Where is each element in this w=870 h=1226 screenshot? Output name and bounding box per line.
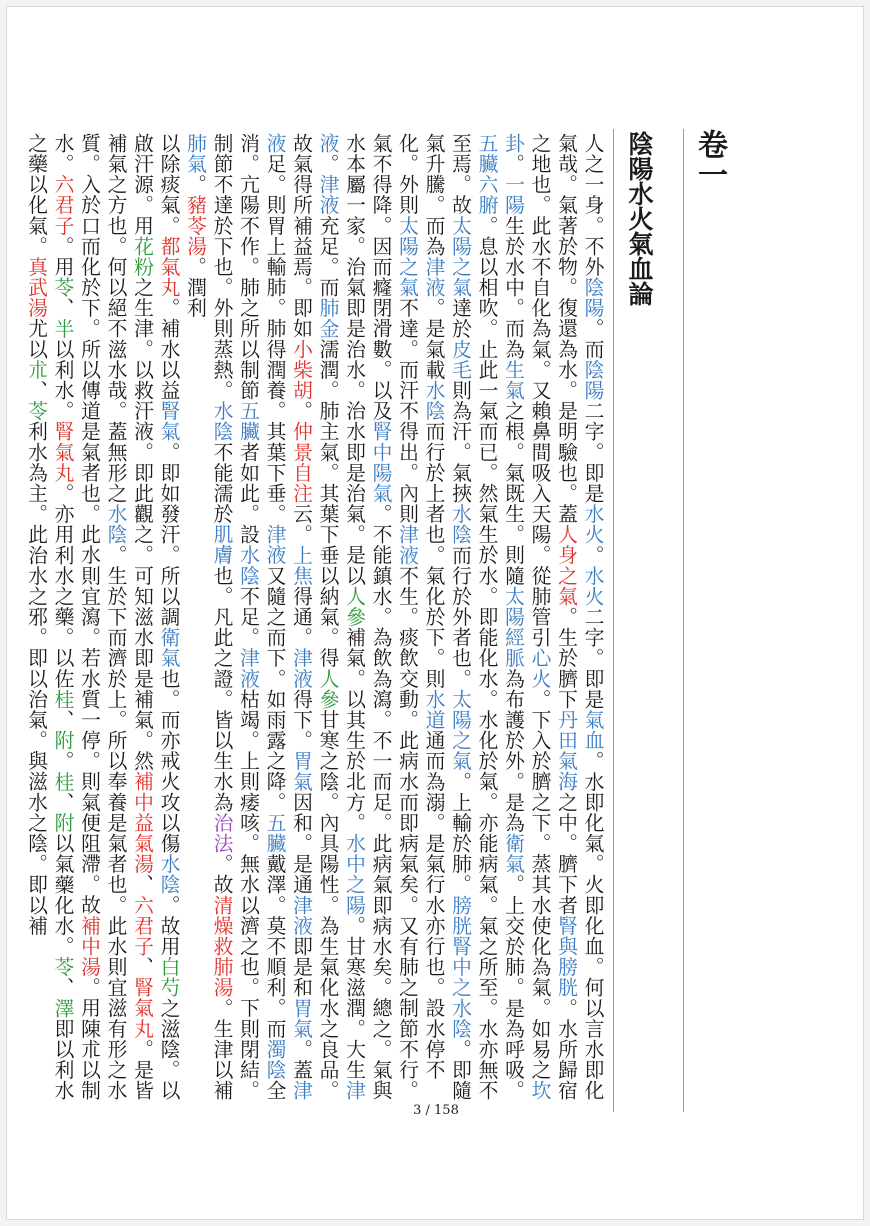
text-run: 不足。 <box>236 586 260 648</box>
text-run: 。而 <box>581 318 604 360</box>
highlighted-term: 補中益氣湯 <box>130 771 154 875</box>
text-run: 而行於上者也。氣化於下。則 <box>422 421 445 689</box>
highlighted-term: 六君子 <box>130 894 154 957</box>
text-run: 。故 <box>210 853 233 895</box>
highlighted-term: 氣血 <box>581 709 604 751</box>
text-run: 又隨之而下。如雨露之降。 <box>263 565 286 813</box>
highlighted-term: 一陽 <box>501 174 525 216</box>
text-run: 之根。氣既生。則隨 <box>501 400 525 587</box>
highlighted-term: 津液 <box>263 524 286 566</box>
highlighted-term: 太陽經脈 <box>501 586 525 669</box>
highlighted-term: 水陰 <box>236 544 260 586</box>
text-run: 。即如發汗。所以調 <box>157 441 180 628</box>
highlighted-term: 五臟 <box>236 400 260 442</box>
text-run: 。下入於臍之下。蒸其水使化為氣。如易之 <box>528 688 551 1081</box>
text-run: 通而為溺。是氣行水亦行也。設水停不化。外則 <box>395 133 445 1081</box>
highlighted-term: 豬苓湯 <box>183 194 207 257</box>
highlighted-term: 膀胱 <box>448 894 472 937</box>
text-run: 得通。 <box>289 586 313 648</box>
highlighted-term: 苓 <box>24 400 48 422</box>
highlighted-term: 津液 <box>289 894 313 937</box>
highlighted-term: 衛氣 <box>157 627 180 669</box>
highlighted-term: 衛氣 <box>501 833 525 875</box>
text-run: 。用陳朮以制水。 <box>51 133 101 1101</box>
document-page <box>6 6 864 1220</box>
highlighted-term: 半 <box>51 318 74 339</box>
text-run: 利水為主。此治水之邪。即以治氣。與滋水之陰。即以補 <box>24 421 48 937</box>
text-run: 二字。即是 <box>581 400 604 504</box>
highlighted-term: 濁陰 <box>263 1039 286 1081</box>
text-run: 生於水中。而為 <box>501 215 525 360</box>
highlighted-term: 胃氣 <box>289 997 313 1040</box>
text-run: 足。則胃上輸肺。肺得潤養。其葉下垂。 <box>263 153 286 525</box>
highlighted-term: 水火 <box>581 503 604 545</box>
text-run: 。生津以補 <box>210 997 233 1101</box>
highlighted-term: 腎中之水陰 <box>448 936 472 1040</box>
highlighted-term: 仲景 <box>289 421 313 463</box>
text-run: 、 <box>130 874 154 895</box>
highlighted-term: 治法 <box>210 812 233 854</box>
highlighted-term: 皮毛 <box>448 338 472 381</box>
text-run: 不達。而汗不得出。內則 <box>395 297 419 525</box>
text-run: 。水所歸宿之地也。此水不自化為氣。又賴鼻間吸入天陽。從肺管引 <box>528 133 578 1101</box>
highlighted-term: 苓 <box>51 277 74 298</box>
highlighted-term: 清燥救肺湯 <box>210 894 233 998</box>
volume-title: 卷一 <box>692 129 727 189</box>
text-run: 不生。痰飲交動。此病水而即病氣矣。又有肺之制節不行。氣不得降。因而癃閉滑數。以及 <box>369 133 419 1101</box>
text-run: 。 <box>183 174 207 195</box>
text-run: 即以利水之藥以化氣。 <box>24 133 74 1101</box>
highlighted-term: 真武湯 <box>24 256 48 319</box>
highlighted-term: 腎氣丸 <box>51 421 74 484</box>
text-run: 戴澤。莫不順利。而 <box>263 853 286 1039</box>
highlighted-term: 腎與膀胱 <box>554 915 578 998</box>
text-run: 。 <box>289 400 313 422</box>
text-run: 不能濡於 <box>210 441 233 525</box>
text-run: 、 <box>51 977 74 998</box>
text-run: 。亦用利水之藥。以佐 <box>51 483 74 689</box>
body-divider <box>613 129 614 1112</box>
text-run: 、 <box>51 709 74 731</box>
highlighted-term: 陰陽 <box>581 277 604 319</box>
highlighted-term: 附 <box>51 730 74 751</box>
text-run: 。甘寒滋潤。大生 <box>342 915 366 1081</box>
text-run: 全消。亢陽不作。肺之所以制節 <box>236 133 286 1101</box>
text-run: 之滋陰。以啟汗源。用 <box>130 133 180 1101</box>
highlighted-term: 澤 <box>51 997 74 1019</box>
highlighted-term: 五臟 <box>263 812 286 854</box>
text-run: 、 <box>51 297 74 319</box>
highlighted-term: 人身之氣 <box>554 524 578 607</box>
highlighted-term: 太陽之氣 <box>448 689 472 772</box>
text-run: 。補水以益 <box>157 297 180 401</box>
highlighted-term: 水陰 <box>448 503 472 545</box>
text-run: 達於 <box>448 297 472 339</box>
text-run: 。 <box>51 750 74 772</box>
text-run: 、 <box>24 380 48 401</box>
highlighted-term: 津液 <box>395 524 419 566</box>
text-run: 。用 <box>51 235 74 278</box>
highlighted-term: 坎卦 <box>501 133 551 1101</box>
highlighted-term: 津液 <box>236 647 260 689</box>
highlighted-term: 附 <box>51 812 74 834</box>
highlighted-term: 腎氣 <box>157 400 180 442</box>
text-run: 。 <box>316 153 339 175</box>
highlighted-term: 桂 <box>51 771 74 792</box>
text-run: 。上交於肺。是為呼吸。 <box>501 874 525 1101</box>
page-number: 3 / 158 <box>413 1103 459 1118</box>
highlighted-term: 都氣丸 <box>157 235 180 298</box>
text-run: 以除痰氣。 <box>157 133 180 236</box>
text-run: 。水即化氣。火即化血。何以言水即化氣哉。氣著於物。復還為水。是明驗也。蓋 <box>554 133 604 1101</box>
highlighted-term: 五臟六腑 <box>475 133 498 216</box>
highlighted-term: 白芍 <box>157 956 180 998</box>
text-run: 之中。臍下者 <box>554 791 578 916</box>
highlighted-term: 陰陽 <box>581 359 604 401</box>
highlighted-term: 上焦 <box>289 544 313 587</box>
highlighted-term: 丹田氣海 <box>554 709 578 792</box>
highlighted-term: 生氣 <box>501 359 525 401</box>
highlighted-term: 太陽之氣 <box>395 215 419 298</box>
highlighted-term: 水陰 <box>210 400 233 442</box>
highlighted-term: 氣 <box>289 771 313 792</box>
highlighted-term: 津液 <box>422 256 445 298</box>
text-run: 、 <box>130 956 154 978</box>
text-run: 。蓋 <box>289 1039 313 1081</box>
title-divider <box>683 129 684 1112</box>
highlighted-term: 桂 <box>51 689 74 710</box>
text-run: 。是氣載 <box>422 297 445 381</box>
text-run: 尤以 <box>24 318 48 360</box>
text-run: 補氣。以其生於北方。 <box>342 627 366 834</box>
text-run: 而行於外者也。 <box>448 544 472 689</box>
text-run: 、 <box>51 791 74 813</box>
text-run: 。息以相吹。止此一氣而已。然氣生於水。即能化水。水化於氣。亦能病氣。氣之所至。水亦無不至焉。故 <box>448 133 498 1101</box>
text-run: 。不能鎮水。為飲為瀉。不一而足。此病氣即病水矣。總之。氣與水本屬一家。治氣即是治水。治水即是治氣。是以 <box>342 133 392 1101</box>
highlighted-term: 水道 <box>422 688 445 731</box>
text-run: 也。而亦戒火攻以傷 <box>157 668 180 854</box>
body-text <box>24 133 605 1108</box>
highlighted-term: 水陰 <box>422 380 445 422</box>
highlighted-term: 津液 <box>289 647 313 689</box>
text-run: 者如此。設 <box>236 441 260 545</box>
highlighted-term: 朮 <box>24 359 48 381</box>
text-run: 也。凡此之證。皆以生水為 <box>210 565 233 813</box>
highlighted-term: 水中之陽 <box>342 833 366 916</box>
highlighted-term: 水火 <box>581 565 604 607</box>
highlighted-term: 六君子 <box>51 174 74 236</box>
highlighted-term: 人參 <box>316 668 339 710</box>
text-run: 充足。而 <box>316 215 339 298</box>
highlighted-term: 太陽之氣 <box>448 215 472 298</box>
text-run: 云。 <box>289 503 313 545</box>
highlighted-term: 肌膚 <box>210 524 233 566</box>
text-run: 人之一身。不外 <box>581 133 604 278</box>
text-run: 。上輸於肺。 <box>448 771 472 895</box>
highlighted-term: 腎中陽氣 <box>369 421 392 504</box>
text-run: 之生津。以救汗液。即此觀之。可知滋水即是補氣。然 <box>130 277 154 772</box>
highlighted-term: 補中湯 <box>77 915 101 978</box>
highlighted-term: 肺金 <box>316 297 339 339</box>
text-run: 二字。即是 <box>581 606 604 710</box>
text-run: 。 <box>581 544 604 566</box>
text-run: 。故用 <box>157 894 180 957</box>
highlighted-term: 自注 <box>289 462 313 504</box>
text-run: 。是皆補氣之方也。何以絕不滋水哉。蓋無形之 <box>104 133 154 1101</box>
highlighted-term: 水陰 <box>157 853 180 895</box>
highlighted-term: 腎氣丸 <box>130 977 154 1040</box>
highlighted-term: 津液 <box>263 133 313 1101</box>
text-run: 。生於下而濟於上。所以奉養是氣者也。此水則宜滋有形之水質。入於口而化於下。所以傳道是氣者也。此水則宜瀉。若水質一停。則氣便阻滯。故 <box>77 133 127 1101</box>
highlighted-term: 水陰 <box>104 503 127 545</box>
text-run: 即是和 <box>289 936 313 998</box>
highlighted-term: 津液 <box>316 174 339 216</box>
text-run: 為布護於外。是為 <box>501 668 525 834</box>
highlighted-term: 小柴胡 <box>289 338 313 401</box>
highlighted-term: 胃 <box>289 750 313 772</box>
text-run: 則為汗。氣挾 <box>448 380 472 504</box>
text-run: 得下。 <box>289 689 313 751</box>
text-run: 甘寒之陰。內具陽性。為生氣化水之良品。故氣得所補益焉。即如 <box>289 133 339 1101</box>
highlighted-term: 心火 <box>528 647 551 689</box>
highlighted-term: 苓 <box>51 956 74 978</box>
section-title: 陰陽水火氣血論 <box>625 131 654 306</box>
text-run: 。生於臍下 <box>554 606 578 710</box>
highlighted-term: 人參 <box>342 585 366 628</box>
highlighted-term: 花粉 <box>130 235 154 278</box>
text-run: 。即隨氣升騰。而為 <box>422 133 472 1101</box>
text-run: 以氣藥化水。 <box>51 833 74 957</box>
text-run: 濡潤。肺主氣。其葉下垂以納氣。得 <box>316 338 339 669</box>
text-run: 以利水。 <box>51 338 74 422</box>
highlighted-term: 津液 <box>316 133 366 1101</box>
text-run: 。 <box>501 153 525 175</box>
text-run: 因和。是通 <box>289 791 313 895</box>
highlighted-term: 肺氣 <box>183 133 207 175</box>
text-run: 枯竭。上則痿咳。無水以濟之也。下則閉結。制節不達於下也。外則蒸熱。 <box>210 133 260 1101</box>
text-run: 。潤利 <box>183 256 207 319</box>
